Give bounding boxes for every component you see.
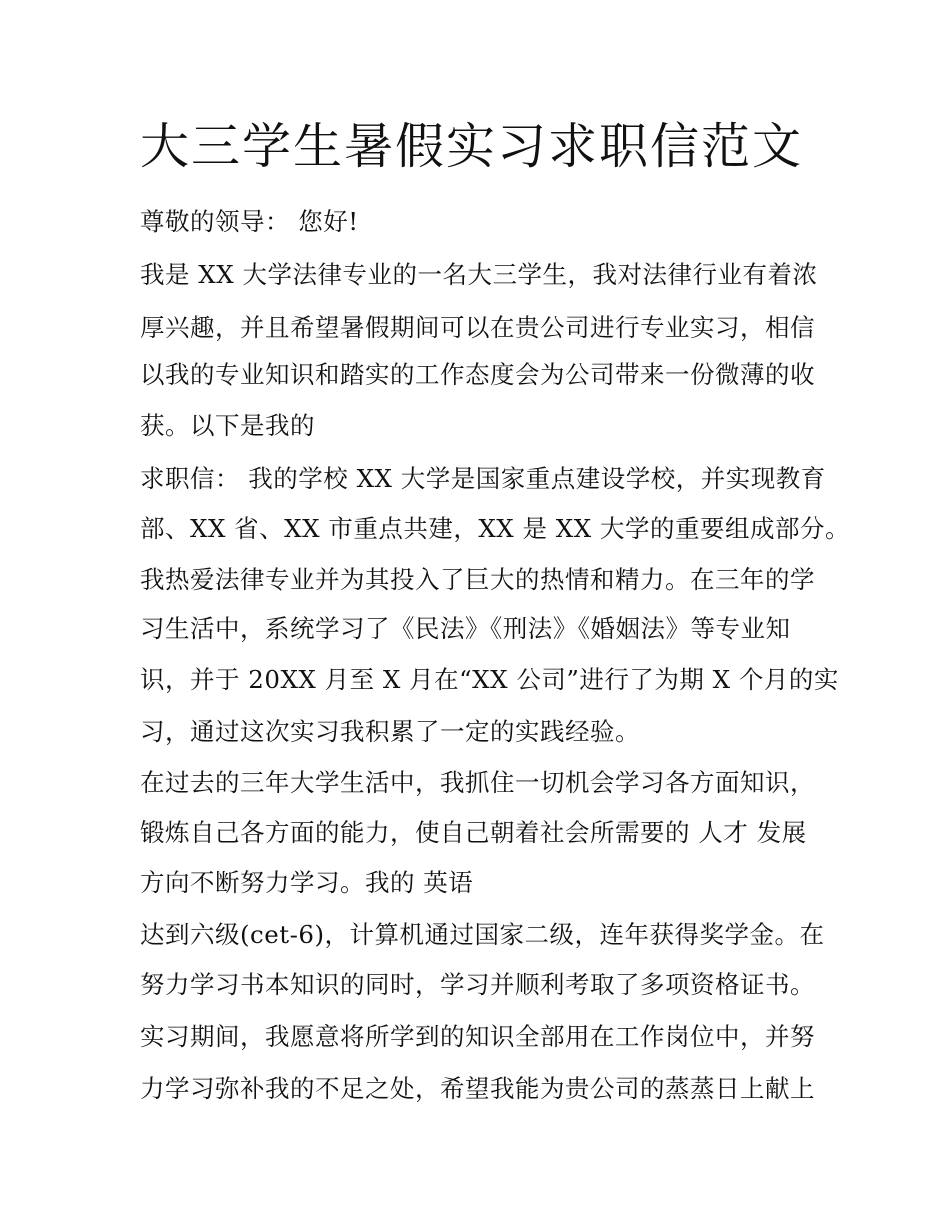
body-line: 锻炼自己各方面的能力，使自己朝着社会所需要的 人才 发展	[140, 818, 807, 847]
body-line: 我是 XX 大学法律专业的一名大三学生，我对法律行业有着浓	[140, 260, 818, 289]
body-line: 识，并于 20XX 月至 X 月在“XX 公司”进行了为期 X 个月的实	[140, 665, 839, 694]
body-line: 实习期间，我愿意将所学到的知识全部用在工作岗位中，并努	[140, 1022, 815, 1051]
body-line: 习，通过这次实习我积累了一定的实践经验。	[140, 717, 640, 746]
salutation-line: 尊敬的领导： 您好!	[140, 207, 359, 236]
body-line: 我热爱法律专业并为其投入了巨大的热情和精力。在三年的学	[140, 565, 815, 594]
body-line: 方向不断努力学习。我的 英语	[140, 868, 474, 897]
body-line: 达到六级(cet-6)，计算机通过国家二级，连年获得奖学金。在	[140, 920, 825, 949]
body-line: 在过去的三年大学生活中，我抓住一切机会学习各方面知识，	[140, 768, 815, 797]
body-line: 努力学习书本知识的同时，学习并顺利考取了多项资格证书。	[140, 970, 815, 999]
body-line: 获。以下是我的	[140, 411, 315, 440]
body-line: 部、XX 省、XX 市重点共建，XX 是 XX 大学的重要组成部分。	[140, 514, 850, 543]
document-title: 大三学生暑假实习求职信范文	[140, 118, 804, 175]
body-line: 以我的专业知识和踏实的工作态度会为公司带来一份微薄的收	[140, 360, 815, 389]
body-line: 习生活中，系统学习了《民法》《刑法》《婚姻法》等专业知	[140, 614, 791, 643]
body-line: 厚兴趣，并且希望暑假期间可以在贵公司进行专业实习，相信	[140, 313, 815, 342]
body-line: 力学习弥补我的不足之处，希望我能为贵公司的蒸蒸日上献上	[140, 1074, 815, 1103]
body-line: 求职信： 我的学校 XX 大学是国家重点建设学校，并实现教育	[140, 464, 826, 493]
